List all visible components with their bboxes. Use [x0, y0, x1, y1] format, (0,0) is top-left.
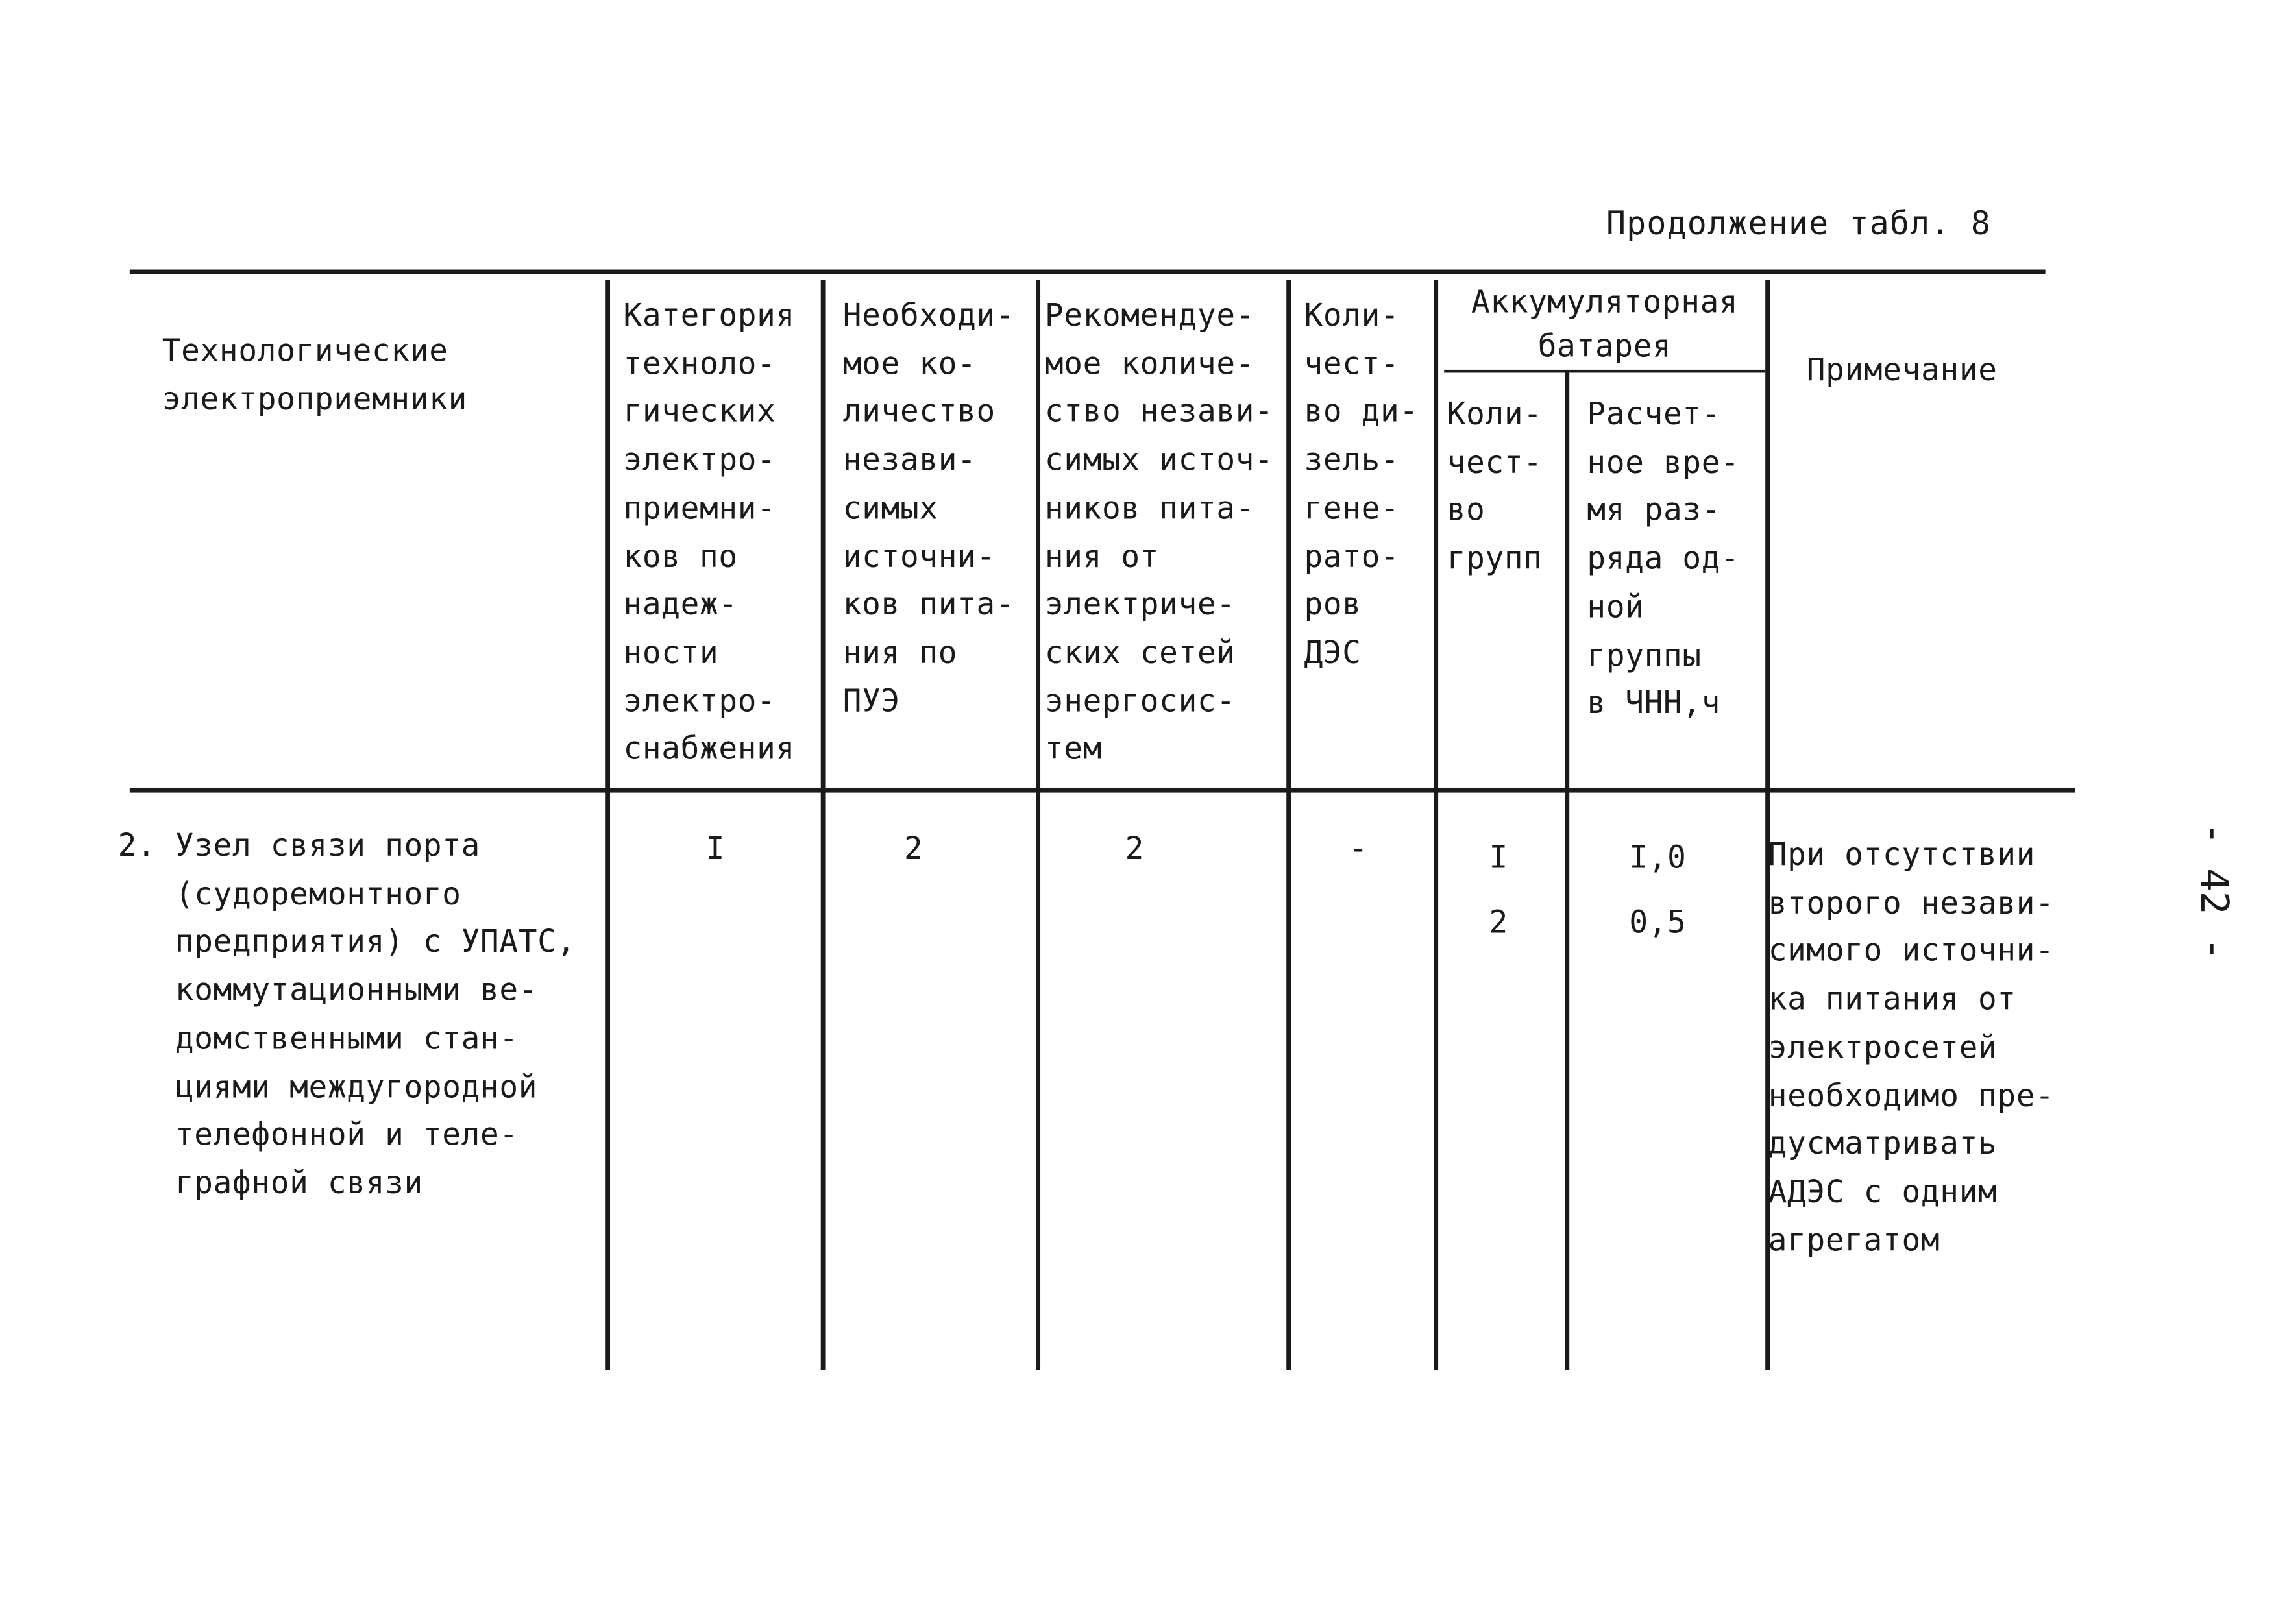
- row-recommended-sources: 2: [1125, 830, 1145, 867]
- header-note: Примечание: [1806, 352, 1998, 388]
- header-reliability-category: Категория техноло- гических электро- приемни- ков по надеж- ности электро- снабжения: [623, 297, 795, 767]
- column-divider: [1286, 280, 1291, 1370]
- header-required-sources: Необходи- мое ко- личество незави- симых источни- ков пита- ния по ПУЭ: [842, 297, 1015, 719]
- page-number: - 42 -: [2191, 822, 2236, 961]
- header-recommended-sources: Рекомендуе- мое количе- ство незави- симых источ- ников пита- ния от электриче- ских сетей энергосис- тем: [1044, 297, 1274, 767]
- column-divider: [821, 280, 826, 1370]
- header-tech-consumers: Технологические электроприемники: [162, 333, 467, 417]
- row-battery-groups: I 2: [1489, 840, 1508, 940]
- row-diesel-generators: -: [1349, 830, 1369, 867]
- row-note: При отсутствии второго незави- симого источни- ка питания от электросетей необходимо пре- дусматривать АДЭС с одним агрегатом: [1768, 836, 2055, 1258]
- header-battery-group: Аккумуляторная батарея: [1471, 284, 1739, 364]
- header-diesel-generators: Коли- чест- во ди- зель- гене- рато- ров ДЭС: [1304, 297, 1419, 670]
- row-category: I: [705, 830, 726, 867]
- row-required-sources: 2: [904, 830, 923, 867]
- column-divider: [1434, 280, 1438, 1370]
- header-battery-groups-count: Коли- чест- во групп: [1447, 396, 1543, 577]
- table-caption: Продолжение табл. 8: [1606, 206, 1991, 243]
- battery-subheader-rule: [1444, 370, 1765, 373]
- column-divider: [605, 280, 610, 1370]
- header-bottom-rule: [130, 788, 2075, 793]
- column-divider: [1036, 280, 1040, 1370]
- row-consumer-name: 2. Узел связи порта (судоремонтного предприятия) с УПАТС, коммутационными ве- домственными стан- циями междугородной телефонной и теле- графной связи: [117, 828, 576, 1201]
- column-divider: [1565, 372, 1569, 1370]
- header-discharge-time: Расчет- ное вре- мя раз- ряда од- ной группы в ЧНН,ч: [1587, 396, 1740, 721]
- row-discharge-time: I,0 0,5: [1629, 840, 1687, 940]
- table-top-rule: [130, 270, 2046, 274]
